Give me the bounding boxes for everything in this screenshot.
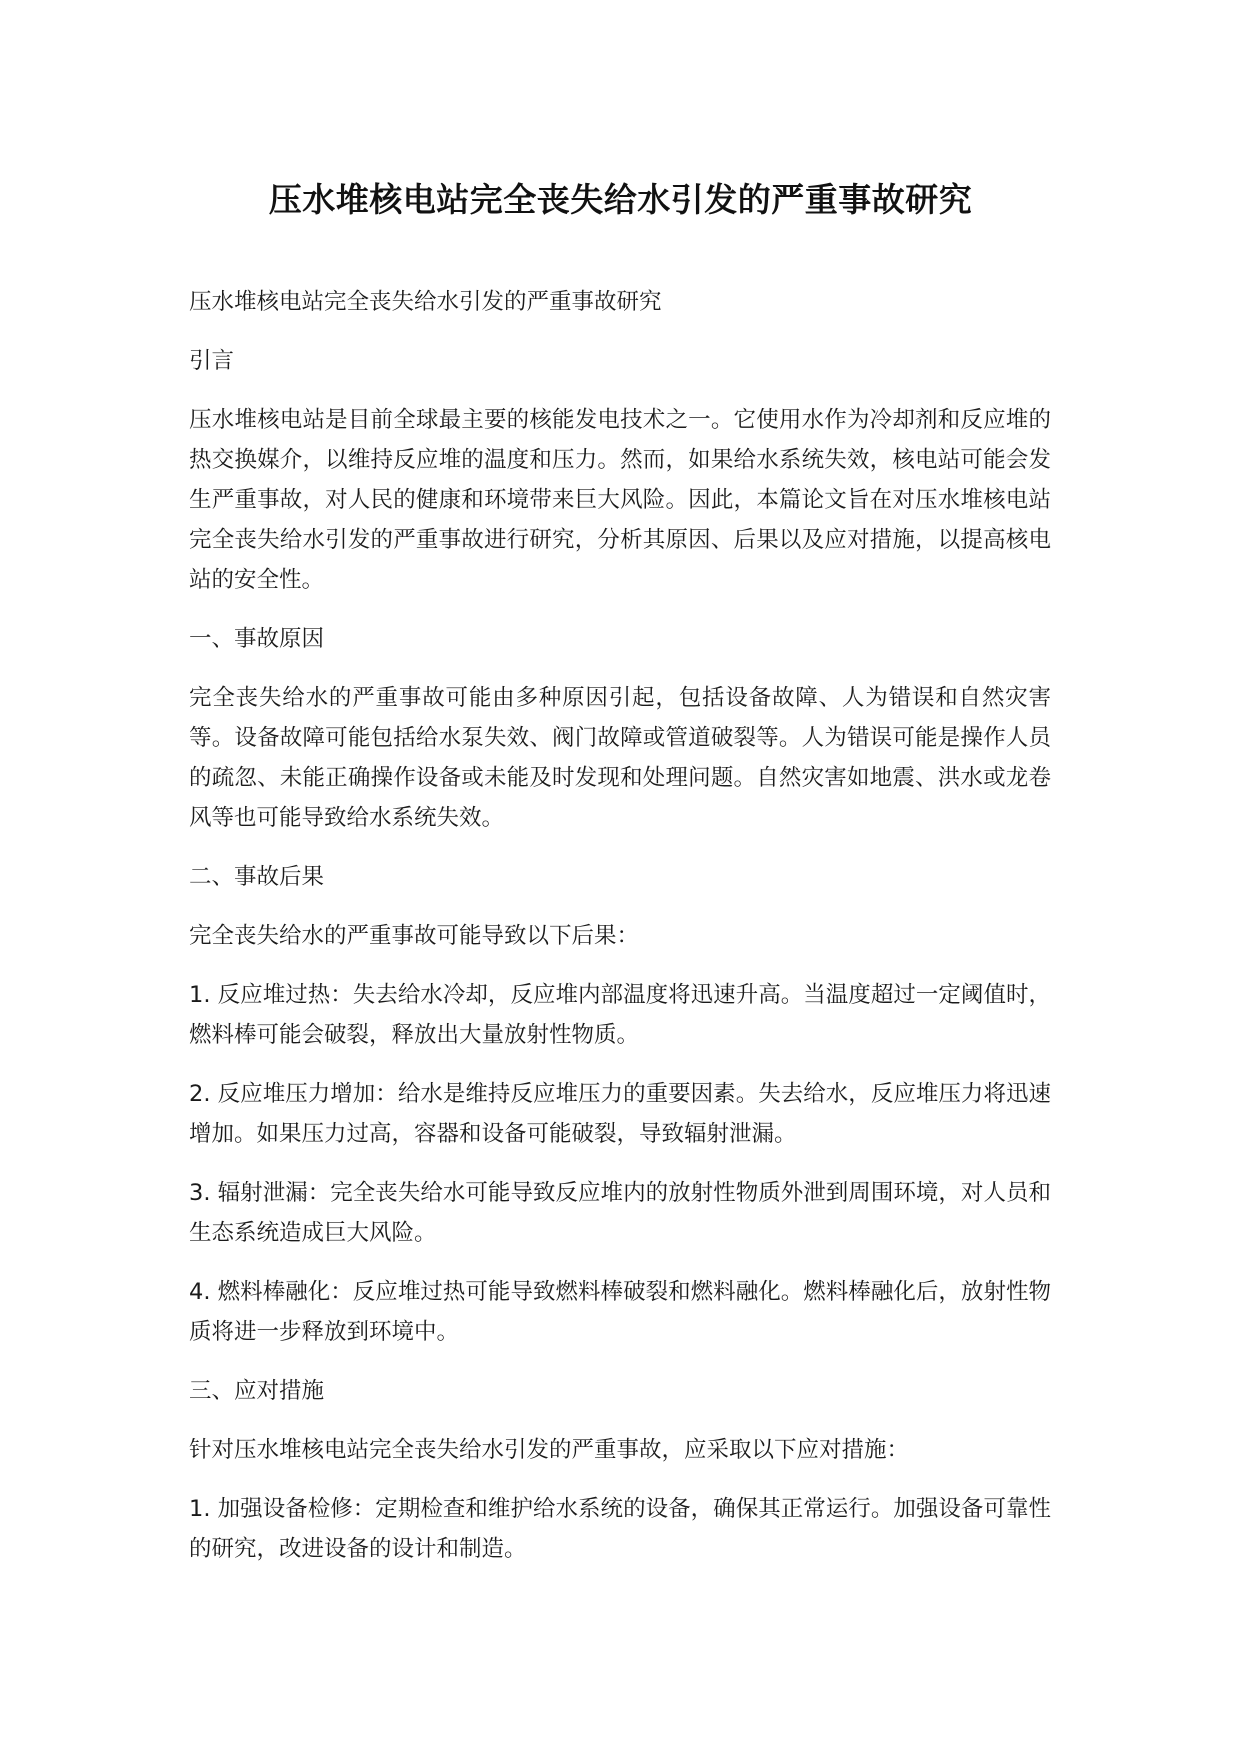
section-heading-causes: 一、事故原因 [189,626,325,652]
list-item-consequence-3: 3. 辐射泄漏：完全丧失给水可能导致反应堆内的放射性物质外泄到周围环境，对人员和生态系统造成巨大风险。 [189,1180,1051,1246]
list-item-consequence-4: 4. 燃料棒融化：反应堆过热可能导致燃料棒破裂和燃料融化。燃料棒融化后，放射性物质将进一步释放到环境中。 [189,1279,1051,1345]
paragraph-consequences-lead: 完全丧失给水的严重事故可能导致以下后果： [189,923,640,949]
section-heading-intro: 引言 [189,348,235,374]
list-item-measure-1: 1. 加强设备检修：定期检查和维护给水系统的设备，确保其正常运行。加强设备可靠性的研究，改进设备的设计和制造。 [189,1496,1051,1562]
paragraph-intro: 压水堆核电站是目前全球最主要的核能发电技术之一。它使用水作为冷却剂和反应堆的热交换媒介，以维持反应堆的温度和压力。然而，如果给水系统失效，核电站可能会发生严重事故，对人民的健康和环境带来巨大风险。因此，本篇论文旨在对压水堆核电站完全丧失给水引发的严重事故进行研究，分析其原因、后果以及应对措施，以提高核电站的安全性。 [189,407,1051,593]
document-body [189,282,1051,1588]
paragraph-subtitle: 压水堆核电站完全丧失给水引发的严重事故研究 [189,289,662,315]
list-item-consequence-2: 2. 反应堆压力增加：给水是维持反应堆压力的重要因素。失去给水，反应堆压力将迅速增加。如果压力过高，容器和设备可能破裂，导致辐射泄漏。 [189,1081,1051,1147]
paragraph-causes: 完全丧失给水的严重事故可能由多种原因引起，包括设备故障、人为错误和自然灾害等。设备故障可能包括给水泵失效、阀门故障或管道破裂等。人为错误可能是操作人员的疏忽、未能正确操作设备或未能及时发现和处理问题。自然灾害如地震、洪水或龙卷风等也可能导致给水系统失效。 [189,685,1051,831]
document-title: 压水堆核电站完全丧失给水引发的严重事故研究 [268,180,973,219]
section-heading-consequences: 二、事故后果 [189,864,325,890]
list-item-consequence-1: 1. 反应堆过热：失去给水冷却，反应堆内部温度将迅速升高。当温度超过一定阈值时，燃料棒可能会破裂，释放出大量放射性物质。 [189,982,1051,1048]
paragraph-measures-lead: 针对压水堆核电站完全丧失给水引发的严重事故，应采取以下应对措施： [189,1437,910,1463]
section-heading-measures: 三、应对措施 [189,1378,325,1404]
